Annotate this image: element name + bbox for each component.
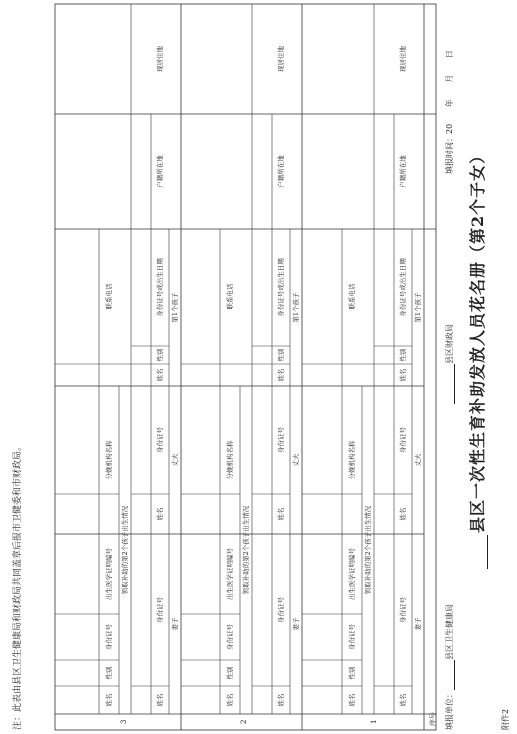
residence-header: 现居住地 — [276, 46, 285, 72]
id-birth-header: 身份证号或出生日期 — [398, 258, 407, 317]
row-number: 1 — [370, 719, 378, 724]
id-header: 身份证号 — [398, 427, 407, 453]
id-header: 身份证号 — [347, 624, 356, 650]
household-header: 户籍所在地 — [276, 155, 285, 188]
child1-header: 第1个孩子 — [170, 292, 179, 323]
gender-header: 性别 — [347, 666, 356, 680]
id-header: 身份证号 — [225, 624, 234, 650]
subsidy-header: 领取补助的第2个孩子出生情况 — [120, 505, 129, 595]
seq-header: 序号 — [429, 712, 437, 726]
household-header: 户籍所在地 — [155, 155, 164, 188]
name-header: 姓名 — [398, 368, 407, 382]
name-header: 姓名 — [155, 368, 164, 382]
gender-header: 性别 — [155, 348, 164, 362]
unit-label: 填报单位： — [445, 690, 454, 730]
row-number: 3 — [120, 719, 128, 724]
midwife-org-header: 分娩机构名称 — [104, 440, 113, 480]
name-header: 姓名 — [398, 693, 407, 707]
midwife-org-header: 分娩机构名称 — [225, 440, 234, 480]
name-header: 姓名 — [276, 368, 285, 382]
birth-cert-header: 出生医学证明编号 — [104, 548, 113, 600]
row-number: 2 — [240, 719, 248, 724]
gender-header: 性别 — [276, 348, 285, 362]
household-header: 户籍所在地 — [398, 155, 407, 188]
id-birth-header: 身份证号或出生日期 — [155, 258, 164, 317]
id-birth-header: 身份证号或出生日期 — [276, 258, 285, 317]
residence-header: 现居住地 — [398, 46, 407, 72]
id-header: 身份证号 — [104, 624, 113, 650]
phone-header: 联系电话 — [104, 283, 113, 310]
title-text: 县区一次性生育补助发放人员花名册（第2个子女） — [468, 146, 487, 533]
id-header: 身份证号 — [155, 597, 164, 623]
husband-header: 丈夫 — [170, 453, 179, 467]
name-header: 姓名 — [155, 693, 164, 707]
birth-cert-header: 出生医学证明编号 — [347, 548, 356, 600]
phone-header: 联系电话 — [347, 283, 356, 310]
name-header: 姓名 — [155, 507, 164, 521]
date-label: 填报时间：20 — [445, 123, 454, 174]
phone-header: 联系电话 — [225, 283, 234, 310]
midwife-org-header: 分娩机构名称 — [347, 440, 356, 480]
name-header: 姓名 — [104, 693, 113, 707]
name-header: 姓名 — [225, 693, 234, 707]
name-header: 姓名 — [347, 693, 356, 707]
gender-header: 性别 — [104, 666, 113, 680]
child1-header: 第1个孩子 — [413, 292, 422, 323]
id-header: 身份证号 — [276, 427, 285, 453]
subsidy-header: 领取补助的第2个孩子出生情况 — [363, 505, 372, 595]
id-header: 身份证号 — [155, 427, 164, 453]
gender-header: 性别 — [398, 348, 407, 362]
id-header: 身份证号 — [398, 597, 407, 623]
name-header: 姓名 — [276, 693, 285, 707]
wife-header: 妻子 — [170, 617, 179, 631]
child1-header: 第1个孩子 — [291, 292, 300, 323]
husband-header: 丈夫 — [413, 453, 422, 467]
name-header: 姓名 — [276, 507, 285, 521]
unit-health: 县区卫生健康局 — [445, 604, 454, 660]
name-header: 姓名 — [398, 507, 407, 521]
footnote: 注：此表由县区卫生健康局和财政局共同盖章后报市卫健委和市财政局。 — [13, 441, 23, 730]
unit-finance: 县区财政局 — [445, 324, 454, 364]
husband-header: 丈夫 — [291, 453, 300, 467]
attachment-label: 附件2 — [501, 708, 510, 730]
wife-header: 妻子 — [291, 617, 300, 631]
id-header: 身份证号 — [276, 597, 285, 623]
gender-header: 性别 — [225, 666, 234, 680]
subsidy-header: 领取补助的第2个孩子出生情况 — [241, 505, 250, 595]
residence-header: 现居住地 — [155, 46, 164, 72]
birth-cert-header: 出生医学证明编号 — [225, 548, 234, 600]
report-date: 填报时间：20 年 月 日 — [445, 50, 454, 174]
wife-header: 妻子 — [413, 617, 422, 631]
